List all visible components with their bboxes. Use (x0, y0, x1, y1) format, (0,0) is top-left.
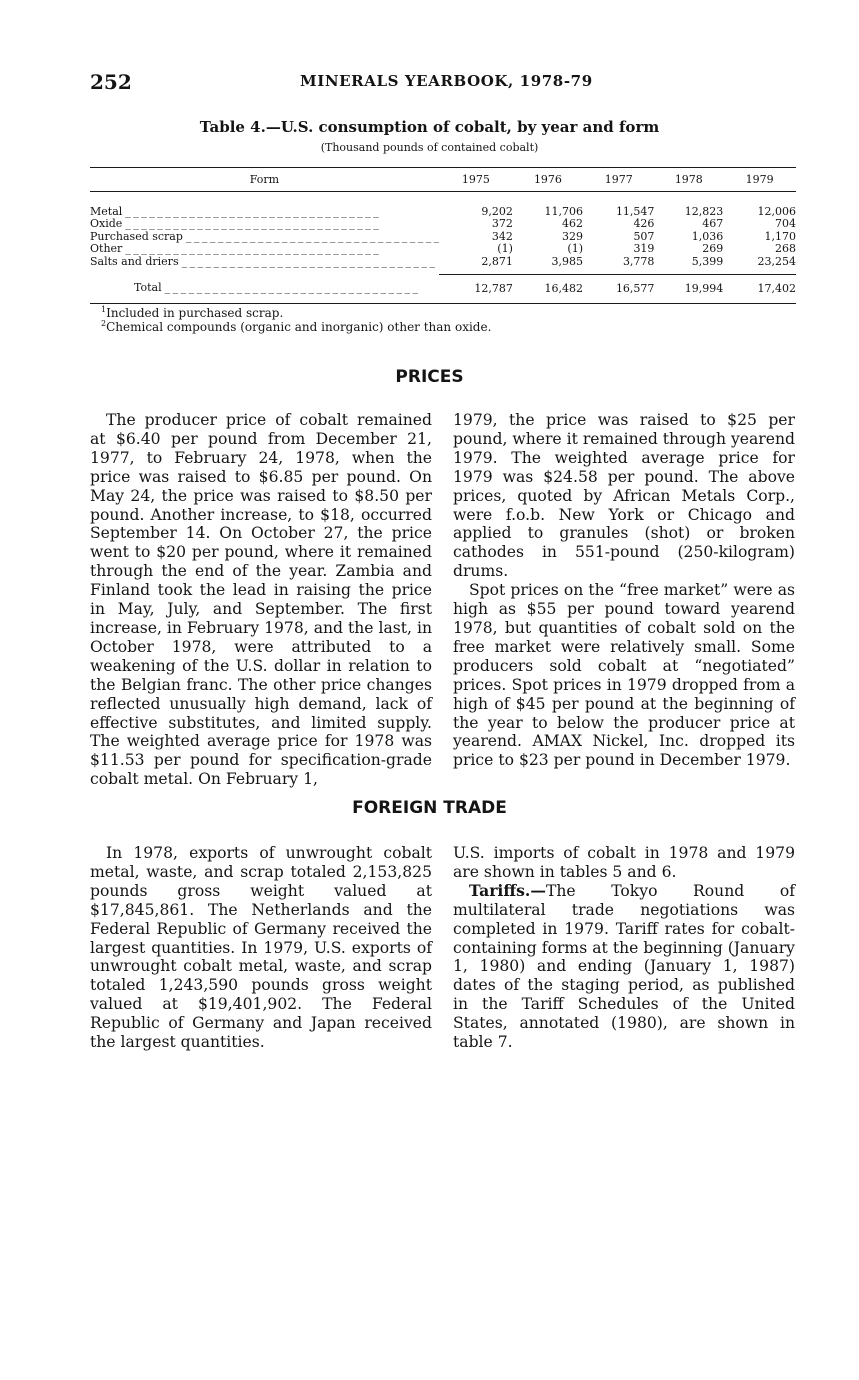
table-row (90, 256, 796, 274)
row-label: Purchased scrap _ _ _ (90, 231, 439, 244)
table-footnotes (101, 306, 491, 334)
total-cell: 17,402 (723, 274, 796, 304)
table-subtitle: (Thousand pounds of contained cobalt) (320, 141, 539, 154)
footnote-mark: 2 (101, 319, 107, 328)
column-header: 1975 (439, 168, 513, 192)
total-cell: 19,994 (654, 274, 723, 304)
foreign-trade-right-column (453, 844, 795, 1052)
paragraph: In 1978, exports of unwrought cobalt metal, waste, and scrap totaled 2,153,825 pounds gross weight valued at $17,845,861. The Netherlands and the Federal Republic of Germany received the largest quantities. In 1979, U.S. exports of unwrought cobalt metal, waste, and scrap totaled 1,243,590 pounds gross weight valued at $19,401,902. The Federal Republic of Germany and Japan received the largest quantities. (90, 844, 432, 1052)
table-header-row (90, 168, 796, 192)
table-cell: 1,170 (764, 229, 796, 243)
foreign-trade-left-column (90, 844, 432, 1052)
footnote (101, 320, 491, 334)
footnote (101, 306, 491, 320)
table-cell: 11,547 (615, 204, 655, 218)
total-cell: 16,482 (513, 274, 583, 304)
table-cell: 704 (775, 217, 796, 231)
table-row (90, 231, 796, 244)
table-cell: 372 (491, 217, 513, 231)
footnote-mark: 1 (101, 305, 107, 314)
table-cell: 12,823 (684, 204, 724, 218)
column-header: 1979 (723, 168, 796, 192)
paragraph: U.S. imports of cobalt in 1978 and 1979 are shown in tables 5 and 6. (453, 844, 795, 881)
paragraph (453, 882, 795, 1052)
total-label: Total _ _ _ (90, 274, 439, 304)
table-cell: 329 (562, 229, 583, 243)
foreign-trade-heading: FOREIGN TRADE (352, 798, 507, 818)
column-header: 1976 (513, 168, 583, 192)
prices-left-column (90, 411, 432, 789)
cobalt-consumption-table (90, 167, 796, 304)
table-cell: (1) (567, 242, 583, 256)
table-cell: 462 (562, 217, 583, 231)
table-cell: 3,985 (551, 254, 583, 268)
row-label: Oxide _ _ _ (90, 218, 439, 231)
column-header: 1978 (654, 168, 723, 192)
table-cell: 1,036 (691, 229, 724, 243)
table-cell: 342 (491, 229, 513, 243)
table-title: Table 4.—U.S. consumption of cobalt, by year and form (199, 118, 660, 136)
paragraph: 1979, the price was raised to $25 per pound, where it remained through yearend 1979. The weighted average price for 1979 was $24.58 per pound. The above prices, quoted by African Metals Corp., were f.o.b. New York or Chicago and applied to granules (shot) or broken cathodes in 551-pound (250-kilogram) drums. (453, 411, 796, 581)
table-cell: 2,871 (481, 254, 513, 268)
total-cell: 12,787 (439, 274, 513, 304)
table-cell: 269 (702, 242, 724, 256)
table-cell: 9,202 (481, 204, 513, 218)
table-cell: 319 (633, 242, 655, 256)
table-cell: 5,399 (691, 254, 724, 268)
column-header: 1977 (583, 168, 654, 192)
table-cell: 426 (633, 217, 655, 231)
prices-heading: PRICES (395, 367, 464, 387)
column-header: Form (90, 168, 439, 192)
table-cell: 467 (702, 217, 724, 231)
total-cell: 16,577 (583, 274, 654, 304)
table-cell: (1) (497, 242, 513, 256)
row-label: Other _ _ _ (90, 243, 439, 256)
table-cell: 507 (633, 229, 655, 243)
footnote-text: Chemical compounds (organic and inorganic) other than oxide. (106, 320, 492, 334)
table-cell: 11,706 (544, 204, 583, 218)
table-cell: 23,254 (757, 254, 796, 268)
tariffs-lead-in: Tariffs.— (469, 880, 546, 900)
table-cell: 3,778 (622, 254, 655, 268)
prices-right-column (453, 411, 795, 770)
footnote-text: Included in purchased scrap. (106, 306, 284, 320)
paragraph: The producer price of cobalt remained at $6.40 per pound from December 21, 1977, to February 24, 1978, when the price was raised to $6.85 per pound. On May 24, the price was raised to $8.50 per pound. Another increase, to $18, occurred September 14. On October 27, the price went to $20 per pound, where it remained through the end of the year. Zambia and Finland took the lead in raising the price in May, July, and September. The first increase, in February 1978, and the last, in October 1978, were attributed to a weakening of the U.S. dollar in relation to the Belgian franc. The other price changes reflected unusually high demand, lack of effective substitutes, and limited supply. The weighted average price for 1978 was $11.53 per pound for specification-grade cobalt metal. On February 1, (90, 411, 432, 789)
table-row (90, 191, 796, 218)
row-label: Metal _ _ _ (90, 191, 439, 218)
table-row (90, 243, 796, 256)
table-total-row (90, 274, 796, 304)
table-cell: 12,006 (757, 204, 796, 218)
page-number: 252 (90, 70, 132, 94)
running-title: MINERALS YEARBOOK, 1978-79 (300, 72, 593, 90)
table-row (90, 218, 796, 231)
tariffs-text: The Tokyo Round of multilateral trade negotiations was completed in 1979. Tariff rates for cobalt-containing forms at the beginning (January 1, 1980) and ending (January 1, 1987) dates of the staging period, as published in the Tariff Schedules of the United States, annotated (1980), are shown in table 7. (453, 881, 795, 1052)
paragraph: Spot prices on the “free market” were as high as $55 per pound toward yearend 1978, but quantities of cobalt sold on the free market were relatively small. Some producers sold cobalt at “negotiated” prices. Spot prices in 1979 dropped from a high of $45 per pound at the beginning of the year to below the producer price at yearend. AMAX Nickel, Inc. dropped its price to $23 per pound in December 1979. (453, 581, 795, 770)
table-cell: 268 (775, 242, 796, 256)
row-label: Salts and driers _ _ _ (90, 256, 439, 274)
